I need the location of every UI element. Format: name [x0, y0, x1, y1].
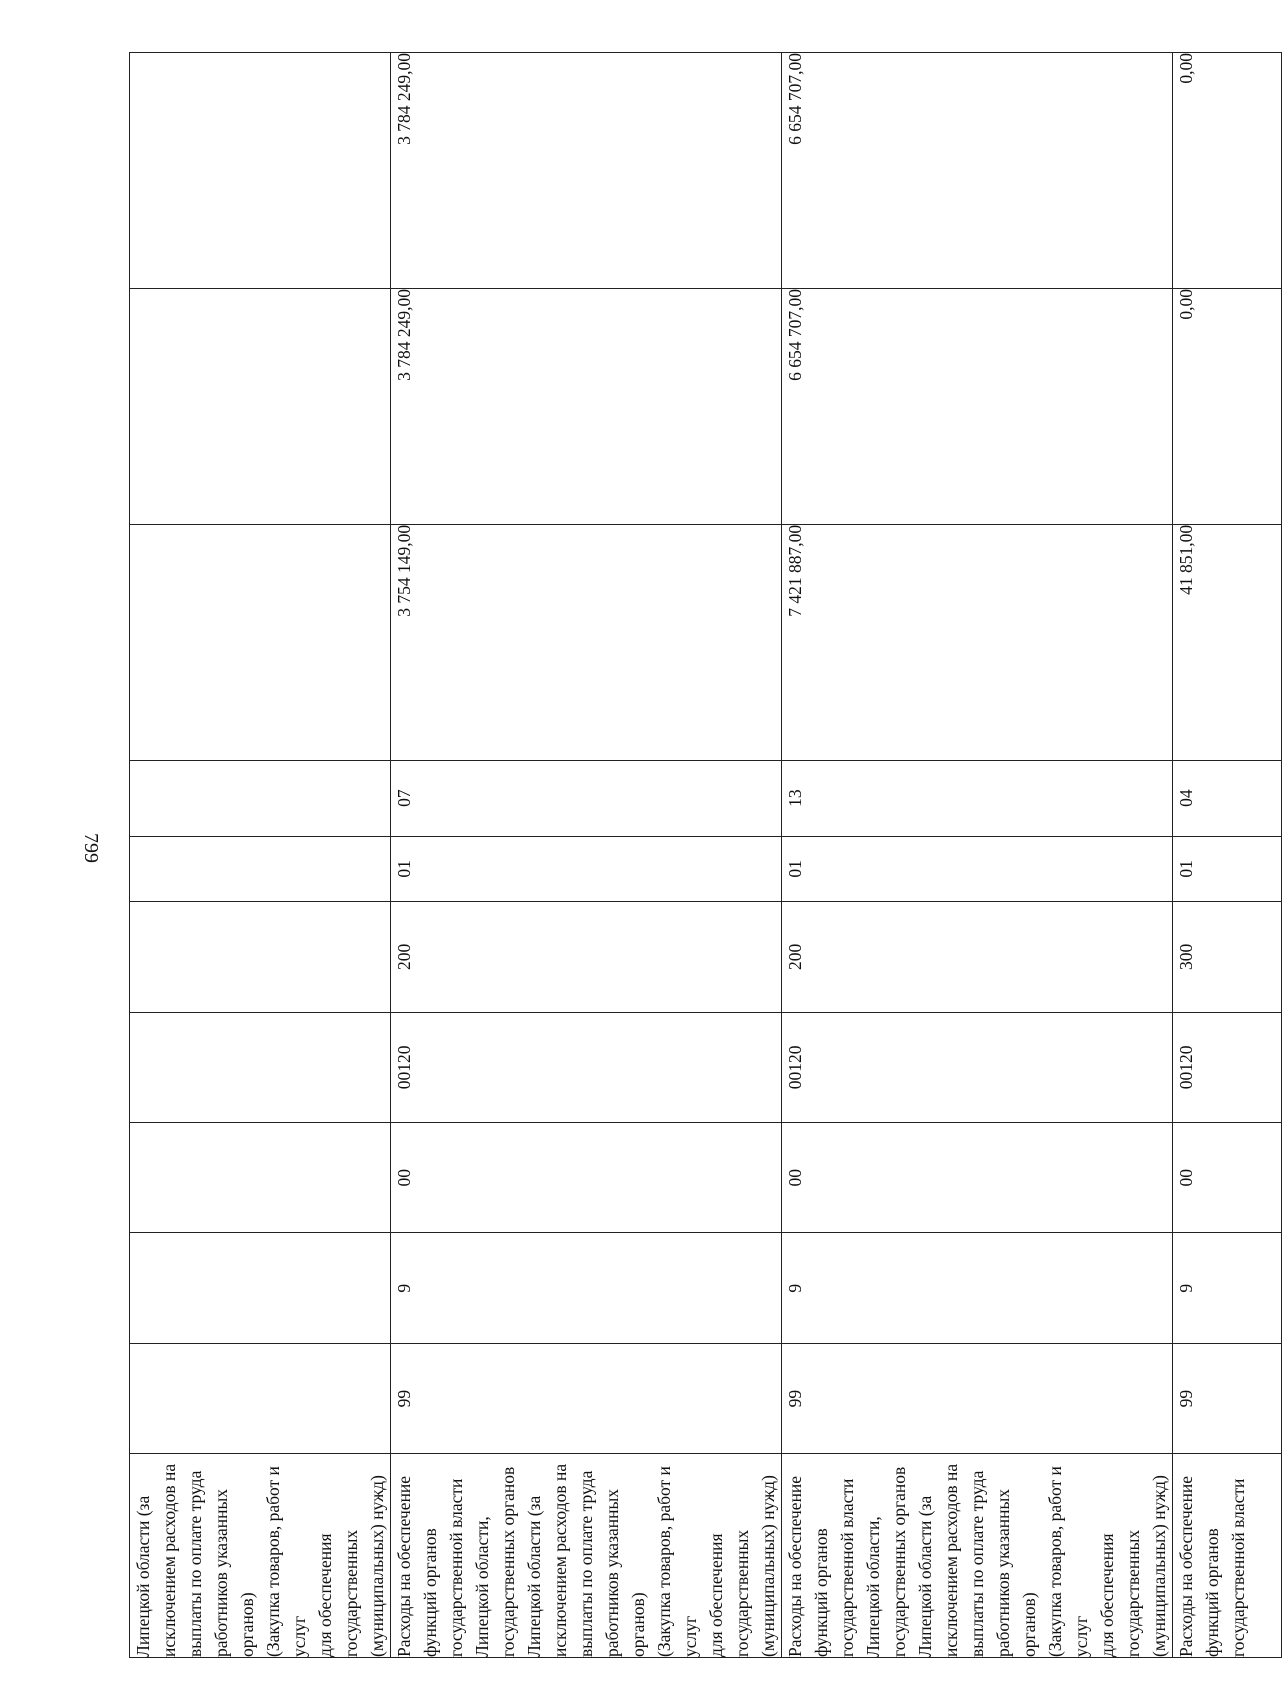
section-code	[130, 836, 391, 902]
sum-year-2: 0,00	[1173, 288, 1282, 524]
section-code: 01	[391, 836, 782, 902]
subsection-code: 13	[782, 760, 1173, 836]
sum-year-1: 3 754 149,00	[391, 524, 782, 760]
sum-year-1: 41 851,00	[1173, 524, 1282, 760]
program-code: 99	[1173, 1343, 1282, 1453]
subprogram-code	[130, 1233, 391, 1343]
sum-year-2: 3 784 249,00	[391, 288, 782, 524]
sum-year-2: 6 654 707,00	[782, 288, 1173, 524]
direction-code-2: 00120	[782, 1012, 1173, 1122]
program-code: 99	[782, 1343, 1173, 1453]
row-description: Расходы на обеспечение функций органов государственной власти Липецкой области, государственных органов Липецкой области (за исключением расходов на выплаты по оплате труда работников указанных органов) (Закупка товаров, работ и услуг для обеспечения государственных (муниципальных) нужд)	[782, 1454, 1173, 1658]
expense-type-code: 200	[782, 902, 1173, 1012]
program-code	[130, 1343, 391, 1453]
expense-type-code	[130, 902, 391, 1012]
rotated-table-wrapper	[129, 52, 1248, 1658]
section-code: 01	[1173, 836, 1282, 902]
sum-year-3	[130, 53, 391, 289]
page-number: 799	[80, 833, 102, 863]
budget-table	[129, 52, 1282, 1658]
direction-code-2: 00120	[1173, 1012, 1282, 1122]
expense-type-code: 200	[391, 902, 782, 1012]
subprogram-code: 9	[391, 1233, 782, 1343]
program-code: 99	[391, 1343, 782, 1453]
sum-year-3: 6 654 707,00	[782, 53, 1173, 289]
table-row	[130, 53, 391, 1658]
row-description: Расходы на обеспечение функций органов государственной власти	[1173, 1454, 1282, 1658]
row-description: Липецкой области (за исключением расходов на выплаты по оплате труда работников указанных органов) (Закупка товаров, работ и услуг для обеспечения государственных (муниципальных) нужд)	[130, 1454, 391, 1658]
direction-code-1: 00	[391, 1123, 782, 1233]
direction-code-1	[130, 1123, 391, 1233]
subsection-code: 04	[1173, 760, 1282, 836]
direction-code-2	[130, 1012, 391, 1122]
subsection-code: 07	[391, 760, 782, 836]
subprogram-code: 9	[1173, 1233, 1282, 1343]
expense-type-code: 300	[1173, 902, 1282, 1012]
sum-year-3: 0,00	[1173, 53, 1282, 289]
table-row	[782, 53, 1173, 1658]
subprogram-code: 9	[782, 1233, 1173, 1343]
table-row	[1173, 53, 1282, 1658]
sum-year-2	[130, 288, 391, 524]
row-description: Расходы на обеспечение функций органов государственной власти Липецкой области, государственных органов Липецкой области (за исключением расходов на выплаты по оплате труда работников указанных органов) (Закупка товаров, работ и услуг для обеспечения государственных (муниципальных) нужд)	[391, 1454, 782, 1658]
sum-year-1	[130, 524, 391, 760]
section-code: 01	[782, 836, 1173, 902]
direction-code-1: 00	[1173, 1123, 1282, 1233]
subsection-code	[130, 760, 391, 836]
direction-code-1: 00	[782, 1123, 1173, 1233]
sum-year-1: 7 421 887,00	[782, 524, 1173, 760]
sum-year-3: 3 784 249,00	[391, 53, 782, 289]
direction-code-2: 00120	[391, 1012, 782, 1122]
table-row	[391, 53, 782, 1658]
